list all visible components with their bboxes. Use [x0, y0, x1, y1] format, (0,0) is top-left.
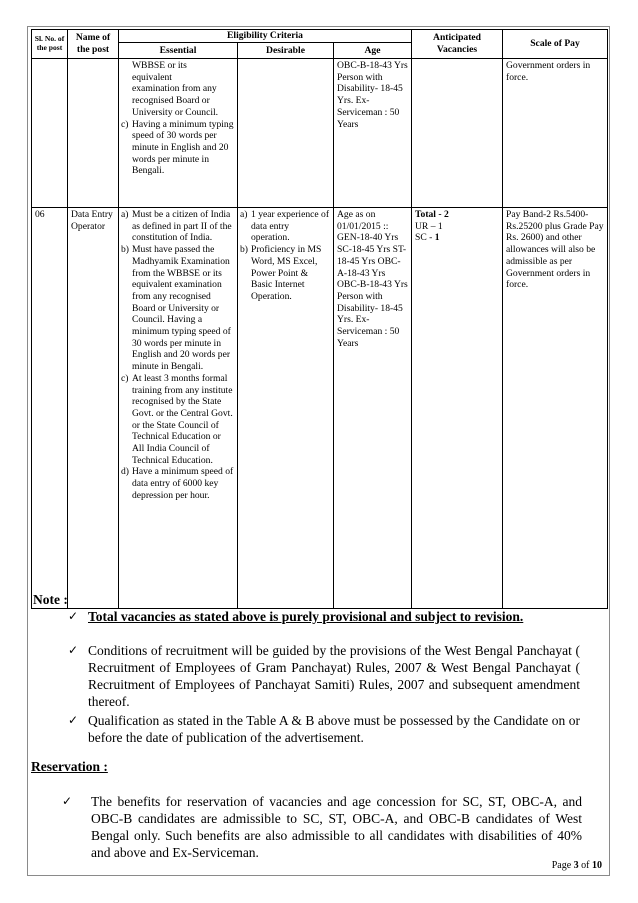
header-age: Age	[334, 43, 412, 59]
vacancies-total: Total - 2	[415, 209, 449, 220]
cell-age-continued: OBC-B-18-43 Yrs Person with Disability- 18-45 Yrs. Ex-Serviceman : 50 Years	[334, 59, 412, 208]
cell-sl-empty	[32, 59, 68, 208]
cell-sl-06: 06	[32, 208, 68, 609]
note-item-1: ✓ Total vacancies as stated above is purely provisional and subject to revision.	[68, 609, 524, 624]
reservation-heading: Reservation :	[31, 759, 108, 774]
cell-desirable-06	[238, 208, 334, 609]
desirable-item-a: a) 1 year experience of data entry operation.	[240, 209, 330, 244]
cell-vacancies-empty	[412, 59, 503, 208]
header-scale-of-pay: Scale of Pay	[503, 30, 608, 59]
header-essential: Essential	[119, 43, 238, 59]
eligibility-table	[31, 29, 608, 609]
note-heading: Note :	[33, 592, 68, 607]
check-mark-icon: ✓	[68, 713, 79, 727]
cell-name-empty	[68, 59, 119, 208]
vacancies-sc: SC - 1	[415, 232, 440, 244]
essential-item-a: a) Must be a citizen of India as defined in part II of the constitution of India.	[121, 209, 232, 244]
table-row-06	[32, 208, 608, 609]
essential-continued-line: equivalent	[132, 71, 172, 83]
desirable-item-b: b) Proficiency in MS Word, MS Excel, Power Point & Basic Internet Operation.	[240, 244, 322, 302]
check-mark-icon: ✓	[68, 643, 79, 657]
essential-continued-line: WBBSE or its	[132, 60, 187, 71]
essential-continued-line: recognised Board or	[132, 95, 210, 107]
cell-age-06: Age as on 01/01/2015 :: GEN-18-40 Yrs SC-18-45 Yrs ST-18-45 Yrs OBC-A-18-43 Yrs OBC-B-18-43 Yrs Person with Disability- 18-45 Yrs. Ex-Serviceman : 50 Years	[334, 208, 412, 609]
cell-post-name: Data Entry Operator	[68, 208, 119, 609]
note-item-2: ✓ Conditions of recruitment will be guided by the provisions of the West Bengal Panchayat ( Recruitment of Employees of Gram Panchayat) Rules, 2007 & West Bengal Panchayat ( Recruitment of Employees of Panchayat Samiti) Rules, 2007 and subsequent amendment thereof.	[68, 643, 580, 709]
essential-item-b: b) Must have passed the Madhyamik Examination from the WBBSE or its equivalent examination from any recognised Board or University or Council. Having a minimum typing speed of 30 words per minute in English and 20 words per minute in Bengali.	[121, 244, 231, 373]
essential-item-d: d) Have a minimum speed of data entry of 6000 key depression per hour.	[121, 466, 234, 501]
check-mark-icon: ✓	[68, 609, 79, 623]
check-mark-icon: ✓	[62, 794, 73, 808]
note-item-3: ✓ Qualification as stated in the Table A & B above must be possessed by the Candidate on or before the date of publication of the advertisement.	[68, 713, 580, 745]
table-row-continued	[32, 59, 608, 208]
cell-pay-06: Pay Band-2 Rs.5400-Rs.25200 plus Grade Pay Rs. 2600) and other allowances will also be admissible as per Government orders in force.	[503, 208, 608, 609]
vacancies-ur: UR – 1	[415, 220, 443, 232]
essential-item-c: c) Having a minimum typing speed of 30 words per minute in English and 20 words per minute in Bengali.	[121, 118, 234, 177]
essential-list	[122, 209, 234, 502]
header-name-of-post: Name of the post	[68, 30, 119, 59]
header-eligibility-criteria: Eligibility Criteria	[119, 30, 412, 43]
essential-continued-text	[122, 60, 234, 119]
essential-item-c: c) At least 3 months formal training from any institute recognised by the State Govt. or the Central Govt. or the State Council of Technical Education or All India Council of Technical Education.	[121, 372, 233, 466]
header-anticipated-vacancies: Anticipated Vacancies	[412, 30, 503, 59]
reservation-item: ✓ The benefits for reservation of vacancies and age concession for SC, ST, OBC-A, and OBC-B candidates are admissible to SC, ST, OBC-A, and OBC-B candidates of West Bengal only. Such benefits are also admissible to all candidates with disabilities of 40% and above and Ex-Serviceman.	[62, 794, 582, 860]
cell-essential-continued	[119, 59, 238, 208]
cell-vacancies-06	[412, 208, 503, 609]
cell-pay-continued: Government orders in force.	[503, 59, 608, 208]
cell-desirable-empty	[238, 59, 334, 208]
desirable-list	[241, 209, 330, 303]
header-sl-no: Sl. No. of the post	[32, 30, 68, 59]
page-number: Page 3 of 10	[551, 860, 602, 871]
essential-continued-line: examination from any	[132, 83, 217, 95]
header-desirable: Desirable	[238, 43, 334, 59]
essential-continued-line: University or Council.	[132, 106, 219, 118]
cell-essential-06	[119, 208, 238, 609]
